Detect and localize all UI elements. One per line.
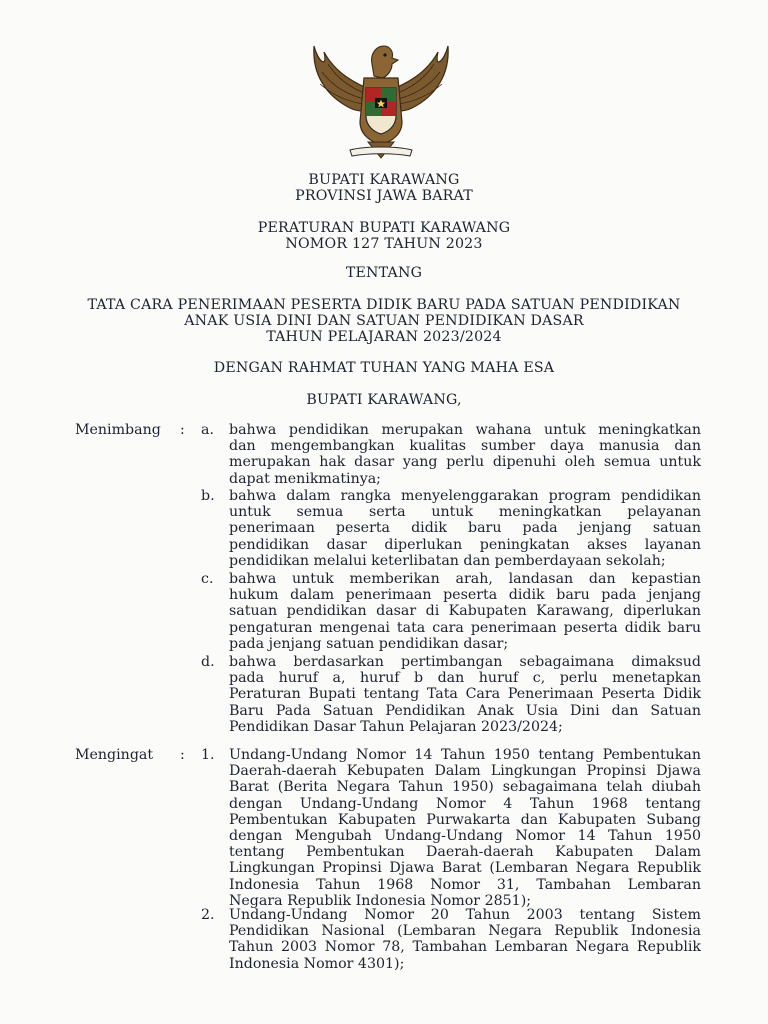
text-line: dan mengembangkan kualitas sumber daya manusia dan	[229, 438, 701, 455]
title-line-3: TAHUN PELAJARAN 2023/2024	[266, 329, 502, 345]
item-text	[229, 654, 701, 735]
text-line: Negara Republik Indonesia Nomor 2851);	[229, 892, 532, 909]
text-line: Undang-Undang Nomor 20 Tahun 2003 tentang Sistem	[229, 907, 701, 923]
title-line-2: ANAK USIA DINI DAN SATUAN PENDIDIKAN DASAR	[184, 313, 584, 329]
issuer-line-2: PROVINSI JAWA BARAT	[295, 188, 473, 204]
item-marker: 1.	[201, 747, 215, 763]
mengingat-label: Mengingat	[75, 747, 154, 763]
item-marker: d.	[201, 654, 215, 670]
text-line: untuk semua serta untuk meningkatkan pelayanan	[229, 504, 701, 521]
title-line-1: TATA CARA PENERIMAAN PESERTA DIDIK BARU PADA SATUAN PENDIDIKAN	[87, 297, 681, 313]
text-line: Baru Pada Satuan Pendidikan Anak Usia Dini dan Satuan	[229, 702, 701, 719]
text-line: bahwa pendidikan merupakan wahana untuk meningkatkan	[229, 422, 701, 438]
mengingat-colon: :	[180, 747, 185, 763]
text-line: merupakan hak dasar yang perlu dipenuhi oleh semua untuk	[229, 454, 701, 471]
item-text	[229, 488, 701, 569]
issuer-heading	[0, 172, 768, 204]
menimbang-colon: :	[180, 422, 185, 438]
text-line: Peraturan Bupati tentang Tata Cara Penerimaan Peserta Didik	[229, 686, 701, 703]
item-text	[229, 907, 701, 972]
regulation-title	[0, 297, 768, 345]
item-marker: c.	[201, 571, 214, 587]
regulation-line-2: NOMOR 127 TAHUN 2023	[285, 236, 483, 252]
text-line: bahwa untuk memberikan arah, landasan dan kepastian	[229, 571, 701, 587]
text-line: tentang Pembentukan Daerah-daerah Kabupaten Dalam	[229, 844, 701, 861]
text-line: Indonesia Nomor 4301);	[229, 955, 405, 972]
text-line: pada huruf a, huruf b dan huruf c, perlu menetapkan	[229, 670, 701, 687]
menimbang-label: Menimbang	[75, 422, 161, 438]
text-line: Tahun 2003 Nomor 78, Tambahan Lembaran Negara Republik	[229, 939, 701, 956]
text-line: satuan pendidikan dasar di Kabupaten Karawang, diperlukan	[229, 603, 701, 620]
item-text	[229, 571, 701, 652]
bupati-salutation: BUPATI KARAWANG,	[306, 392, 462, 408]
text-line: dapat menikmatinya;	[229, 470, 381, 487]
text-line: bahwa berdasarkan pertimbangan sebagaimana dimaksud	[229, 654, 701, 670]
text-line: Lingkungan Propinsi Djawa Barat (Lembaran Negara Republik	[229, 860, 701, 877]
item-text	[229, 422, 701, 487]
text-line: Barat (Berita Negara Tahun 1950) sebagaimana telah diubah	[229, 779, 701, 796]
text-line: dengan Undang-Undang Nomor 4 Tahun 1968 tentang	[229, 795, 701, 812]
item-marker: b.	[201, 488, 215, 504]
item-marker: 2.	[201, 907, 215, 923]
text-line: pengaturan mengenai tata cara penerimaan peserta didik baru	[229, 619, 701, 636]
issuer-line-1: BUPATI KARAWANG	[308, 172, 460, 188]
item-text	[229, 747, 701, 909]
text-line: Undang-Undang Nomor 14 Tahun 1950 tentang Pembentukan	[229, 747, 701, 763]
text-line: Daerah-daerah Kebupaten Dalam Lingkungan Propinsi Djawa	[229, 763, 701, 780]
text-line: bahwa dalam rangka menyelenggarakan program pendidikan	[229, 488, 701, 504]
text-line: pendidikan melalui keterlibatan dan pemberdayaan sekolah;	[229, 552, 666, 569]
text-line: pendidikan dasar diperlukan peningkatan akses layanan	[229, 536, 701, 553]
text-line: Indonesia Tahun 1968 Nomor 31, Tambahan Lembaran	[229, 876, 701, 893]
text-line: dengan Mengubah Undang-Undang Nomor 14 Tahun 1950	[229, 828, 701, 845]
text-line: penerimaan peserta didik baru pada jenjang satuan	[229, 520, 701, 537]
text-line: pada jenjang satuan pendidikan dasar;	[229, 635, 509, 652]
text-line: Pendidikan Dasar Tahun Pelajaran 2023/2024;	[229, 718, 563, 735]
text-line: Pembentukan Kabupaten Purwakarta dan Kabupaten Subang	[229, 811, 701, 828]
text-line: hukum dalam penerimaan peserta didik baru pada jenjang	[229, 587, 701, 604]
regulation-line-1: PERATURAN BUPATI KARAWANG	[257, 220, 511, 236]
text-line: Pendidikan Nasional (Lembaran Negara Republik Indonesia	[229, 923, 701, 940]
tentang-heading: TENTANG	[345, 265, 423, 281]
invocation-text: DENGAN RAHMAT TUHAN YANG MAHA ESA	[213, 360, 555, 376]
regulation-heading	[0, 220, 768, 252]
item-marker: a.	[201, 422, 214, 438]
garuda-emblem	[306, 34, 456, 166]
